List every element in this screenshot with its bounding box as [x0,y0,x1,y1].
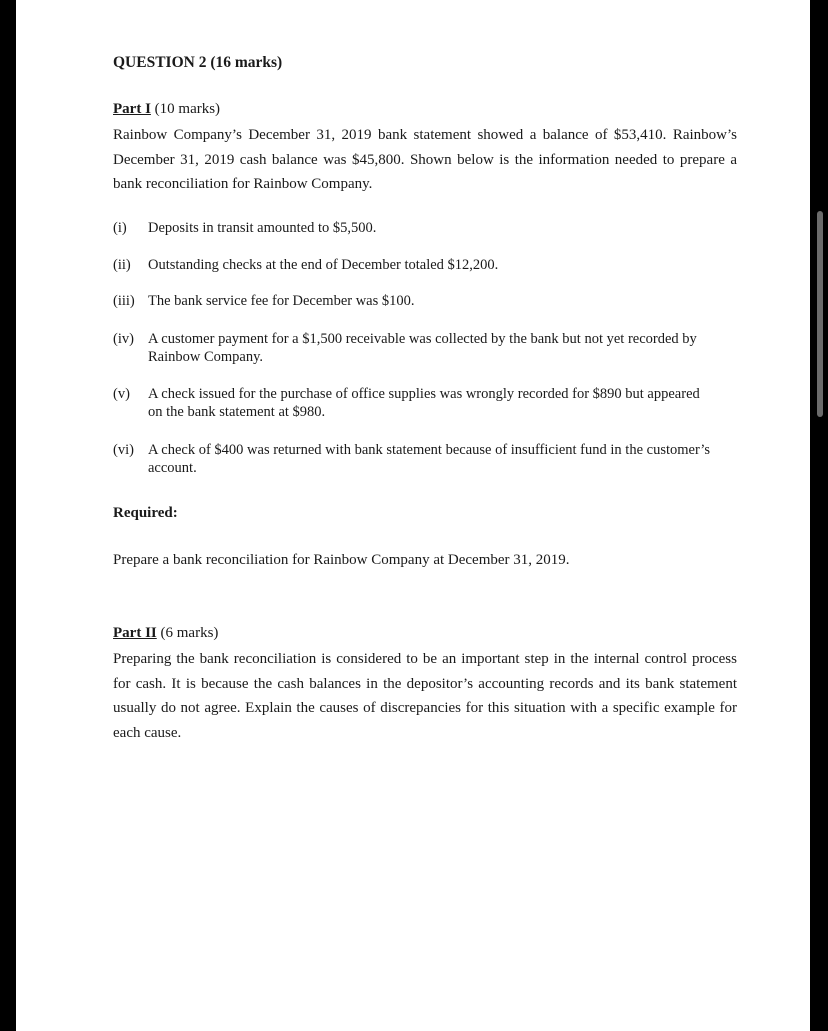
question-title: QUESTION 2 (16 marks) [113,54,283,71]
required-label: Required: [113,505,178,521]
part-2-heading [113,625,218,642]
vertical-scrollbar[interactable] [817,211,823,417]
part-2-marks: (6 marks) [156,625,219,641]
list-item [113,385,713,421]
list-item-text: A check of $400 was returned with bank statement because of insufficient fund in the customer’s account. [148,442,710,476]
part-1-marks: (10 marks) [150,101,221,117]
list-item-text: Deposits in transit amounted to $5,500. [148,220,377,236]
list-item [113,441,713,477]
part-1-label: Part I [113,101,151,117]
part-1-heading [113,101,220,118]
list-item-text: A customer payment for a $1,500 receivable was collected by the bank but not yet recorded by Rainbow Company. [148,331,697,365]
list-item-text: A check issued for the purchase of office supplies was wrongly recorded for $890 but appeared on the bank statement at $980. [148,386,700,420]
list-item-number: (iii) [113,293,135,309]
list-item [113,219,713,237]
part-2-text: Preparing the bank reconciliation is considered to be an important step in the internal control process for cash. It is because the cash balances in the depositor’s accounting records and its bank statement usually do not agree. Explain the causes of discrepancies for this situation with a specific example for each cause. [113,651,737,741]
list-item-text: Outstanding checks at the end of December totaled $12,200. [148,257,499,273]
list-item-number: (iv) [113,331,134,347]
list-item-number: (v) [113,386,130,402]
document-page [16,0,810,1031]
part-1-intro: Rainbow Company’s December 31, 2019 bank statement showed a balance of $53,410. Rainbow’s December 31, 2019 cash balance was $45,800. Shown below is the information needed to prepare a bank reconciliation for Rainbow Company. [113,127,737,192]
list-item [113,330,713,366]
required-text: Prepare a bank reconciliation for Rainbow Company at December 31, 2019. [113,552,570,568]
list-item-number: (ii) [113,257,131,273]
list-item-text: The bank service fee for December was $100. [148,293,415,309]
list-item-number: (i) [113,220,127,236]
list-item-number: (vi) [113,442,134,458]
part-2-label: Part II [113,625,157,641]
list-item [113,256,713,274]
list-item [113,292,713,310]
